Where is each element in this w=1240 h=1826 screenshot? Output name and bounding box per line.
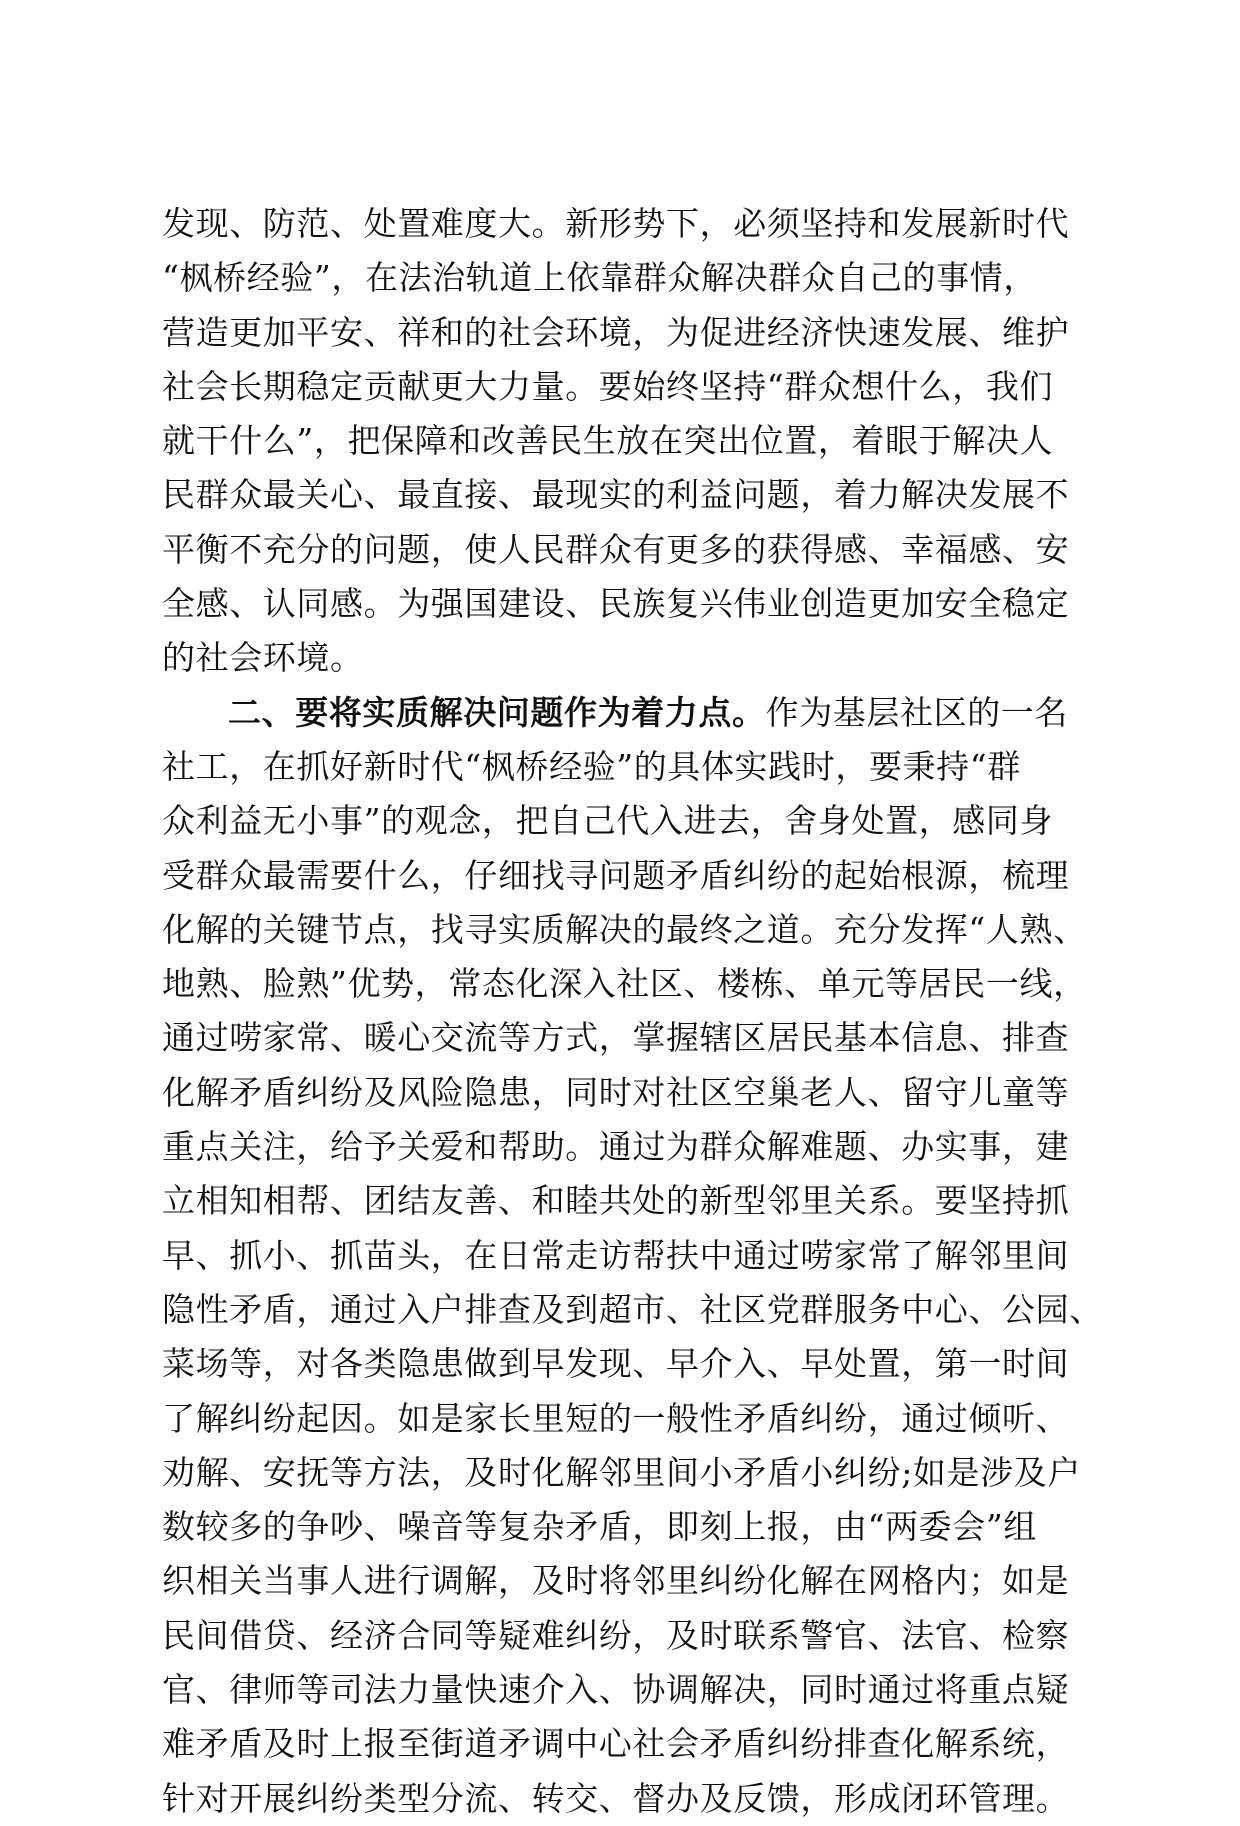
text-line: 民群众最关心、最直接、最现实的利益问题，着力解决发展不 xyxy=(162,475,1070,515)
text-line: 官、律师等司法力量快速介入、协调解决，同时通过将重点疑 xyxy=(162,1670,1070,1710)
paragraph-2 xyxy=(162,686,1103,1826)
text-line: 菜场等，对各类隐患做到早发现、早介入、早处置，第一时间 xyxy=(162,1344,1070,1384)
text-line: 众利益无小事”的观念，把自己代入进去，舍身处置，感同身 xyxy=(162,801,1054,841)
text-line: 化解矛盾纠纷及风险隐患，同时对社区空巢老人、留守儿童等 xyxy=(162,1072,1070,1112)
text-line: 隐性矛盾，通过入户排查及到超市、社区党群服务中心、公园、 xyxy=(162,1289,1103,1329)
text-line: 营造更加平安、祥和的社会环境，为促进经济快速发展、维护 xyxy=(162,312,1070,352)
text-line: 劝解、安抚等方法，及时化解邻里间小矛盾小纠纷;如是涉及户 xyxy=(162,1452,1081,1492)
text-line: 化解的关键节点，找寻实质解决的最终之道。充分发挥“人熟、 xyxy=(162,909,1087,949)
document-body xyxy=(162,197,1103,1826)
text-run: 作为基层社区的一名 xyxy=(765,692,1069,732)
text-line: 发现、防范、处置难度大。新形势下，必须坚持和发展新时代 xyxy=(162,204,1070,243)
text-line: 数较多的争吵、噪音等复杂矛盾，即刻上报，由“两委会”组 xyxy=(162,1507,1037,1547)
text-line: 针对开展纠纷类型分流、转交、督办及反馈，形成闭环管理。 xyxy=(162,1778,1070,1818)
section-heading: 二、要将实质解决问题作为着力点。 xyxy=(228,692,766,732)
text-line: 全感、认同感。为强国建设、民族复兴伟业创造更加安全稳定 xyxy=(162,584,1070,624)
text-line: 了解纠纷起因。如是家长里短的一般性矛盾纠纷，通过倾听、 xyxy=(162,1398,1070,1438)
paragraph-2-first-line xyxy=(162,686,1080,740)
text-line: 平衡不充分的问题，使人民群众有更多的获得感、幸福感、安 xyxy=(162,529,1070,569)
text-line: 就干什么”，把保障和改善民生放在突出位置，着眼于解决人 xyxy=(162,421,1054,461)
text-line: 立相知相帮、团结友善、和睦共处的新型邻里关系。要坚持抓 xyxy=(162,1181,1070,1221)
text-line: 早、抓小、抓苗头，在日常走访帮扶中通过唠家常了解邻里间 xyxy=(162,1235,1070,1275)
text-line: 社会长期稳定贡献更大力量。要始终坚持“群众想什么，我们 xyxy=(162,366,1054,406)
text-line: 通过唠家常、暖心交流等方式，掌握辖区居民基本信息、排查 xyxy=(162,1018,1070,1058)
text-line: 受群众最需要什么，仔细找寻问题矛盾纠纷的起始根源，梳理 xyxy=(162,855,1070,895)
text-line: 社工，在抓好新时代“枫桥经验”的具体实践时，要秉持“群 xyxy=(162,746,1021,786)
text-line: 织相关当事人进行调解，及时将邻里纠纷化解在网格内；如是 xyxy=(162,1561,1070,1601)
text-line: 地熟、脸熟”优势，常态化深入社区、楼栋、单元等居民一线， xyxy=(162,964,1087,1004)
text-line: 民间借贷、经济合同等疑难纠纷，及时联系警官、法官、检察 xyxy=(162,1615,1070,1655)
text-line: 重点关注，给予关爱和帮助。通过为群众解难题、办实事，建 xyxy=(162,1127,1070,1167)
text-line: “枫桥经验”，在法治轨道上依靠群众解决群众自己的事情， xyxy=(162,258,1037,298)
text-line: 难矛盾及时上报至街道矛调中心社会矛盾纠纷排查化解系统， xyxy=(162,1724,1070,1764)
text-line: 的社会环境。 xyxy=(162,638,364,678)
paragraph-1 xyxy=(162,197,1080,686)
